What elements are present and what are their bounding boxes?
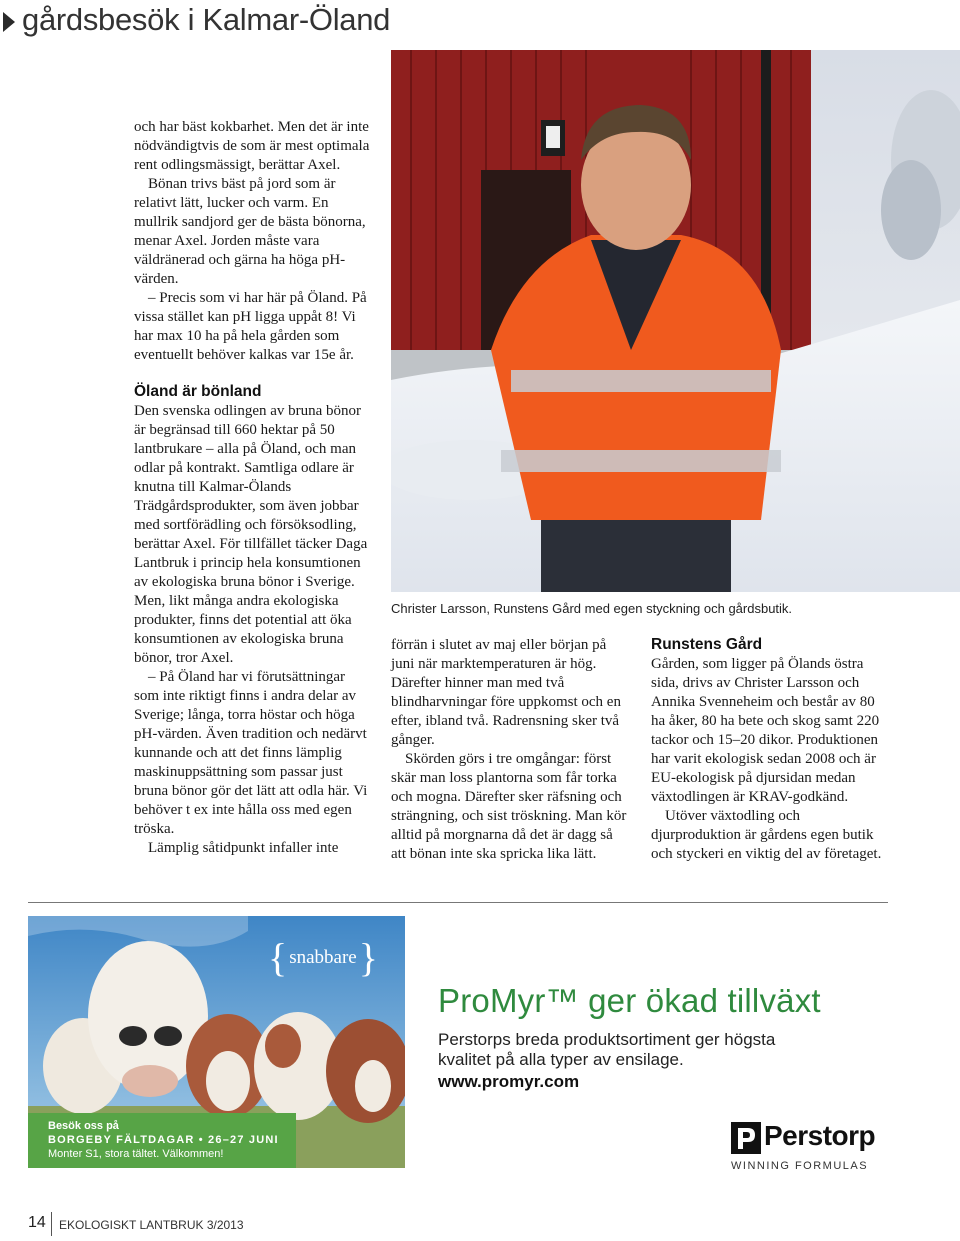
farmer-photo-illustration xyxy=(391,50,960,592)
perstorp-tagline: WINNING FORMULAS xyxy=(731,1160,869,1172)
fact-box-heading: Runstens Gård xyxy=(651,636,763,653)
visit-line-1: Besök oss på xyxy=(48,1120,119,1132)
ad-url-link[interactable]: www.promyr.com xyxy=(438,1072,580,1091)
body-paragraph: Den svenska odlingen av bruna bönor är begränsad till 660 hektar på 50 lantbrukare – alla på Öland, och man odlar på kontrakt. Samtliga odlare är knutna till Kalmar-Ölands Trädgårdsprodukter, som även jobbar med sortförädling och försöksodling, berättar Axel. För tillfället täcker Daga Lantbruk i princip hela konsumtionen av ekologiska bruna bönor i Sverige. Men, likt många andra ekologiska produkter, finns det potential att öka konsumtionen av ekologiska bruna bönor, tror Axel. xyxy=(134,403,368,666)
body-paragraph: förrän i slutet av maj eller början på juni när marktemperaturen är hög. Därefter hinner man med två blindharvningar före uppkomst och en efter, ibland två. Radrensning sker två gånger. xyxy=(391,637,621,748)
perstorp-logo-text: Perstorp xyxy=(764,1120,876,1151)
farmer-photo xyxy=(391,50,960,592)
magazine-name: EKOLOGISKT LANTBRUK 3/2013 xyxy=(59,1218,244,1232)
section-heading: Öland är bönland xyxy=(134,383,262,400)
article-column-2 xyxy=(391,636,629,864)
article-column-1 xyxy=(134,118,372,858)
footer-divider xyxy=(51,1212,52,1236)
body-paragraph: Utöver växtodling och djurproduktion är gårdens egen butik och styckeri en viktig del av företaget. xyxy=(651,808,882,862)
body-paragraph: Lämplig såtidpunkt infaller inte xyxy=(148,840,339,856)
body-paragraph: – Precis som vi har här på Öland. På vissa stället kan pH ligga uppåt 8! Vi har max 10 ha på hela gården som eventuellt behöver kalkas var 15e år. xyxy=(134,290,367,363)
visit-line-2: BORGEBY FÄLTDAGAR • 26–27 JUNI xyxy=(48,1134,279,1146)
ad-headline: ProMyr™ ger ökad tillväxt xyxy=(438,982,821,1019)
body-paragraph: och har bäst kokbarhet. Men det är inte nödvändigtvis de som är mest optimala rent odlingsmässigt, berättar Axel. xyxy=(134,119,370,173)
ad-body: Perstorps breda produktsortiment ger högsta kvalitet på alla typer av ensilage. xyxy=(438,1030,776,1069)
visit-banner xyxy=(28,1113,296,1168)
body-paragraph: Bönan trivs bäst på jord som är relativt lätt, lucker och varm. En mullrik sandjord ger de bästa bönorna, menar Axel. Jorden måste vara väldränerad och gärna ha höga pH-värden. xyxy=(134,176,366,287)
section-title: gårdsbesök i Kalmar-Öland xyxy=(22,2,391,37)
photo-caption: Christer Larsson, Runstens Gård med egen styckning och gårdsbutik. xyxy=(391,601,793,616)
divider-line xyxy=(28,902,888,903)
page-number: 14 xyxy=(28,1214,46,1231)
body-paragraph: Gården, som ligger på Ölands östra sida, drivs av Christer Larsson och Annika Svenneheim och består av 80 ha åker, 80 ha bete och skog samt 220 tackor och 15–20 dikor. Produktionen har varit ekologisk sedan 2008 och är EU-ekologisk på djursidan medan växtodlingen är KRAV-godkänd. xyxy=(651,656,880,805)
visit-line-3: Monter S1, stora tältet. Välkommen! xyxy=(48,1148,224,1160)
header-arrow-icon xyxy=(3,12,15,32)
fact-box xyxy=(651,635,889,864)
perstorp-logo-icon xyxy=(731,1122,761,1154)
snabbare-tag: { snabbare} xyxy=(268,935,378,980)
body-paragraph: – På Öland har vi förutsättningar som inte riktigt finns i andra delar av Sverige; långa, torra höstar och höga pH-värden. Även tradition och nedärvt kunnande och att det finns lämplig maskinuppsättning som passar just bruna bönor gör det lätt att odla här. Vi behöver t ex inte hålla oss med egen tröska. xyxy=(134,669,368,837)
snabbare-text: snabbare xyxy=(289,947,357,968)
body-paragraph: Skörden görs i tre omgångar: först skär man loss plantorna som får torka och mogna. Därefter sker räfsning och strängning, och sist tröskning. Man kör alltid på morgnarna då det är dagg så att bönan inte ska spricka lika lätt. xyxy=(391,751,627,862)
